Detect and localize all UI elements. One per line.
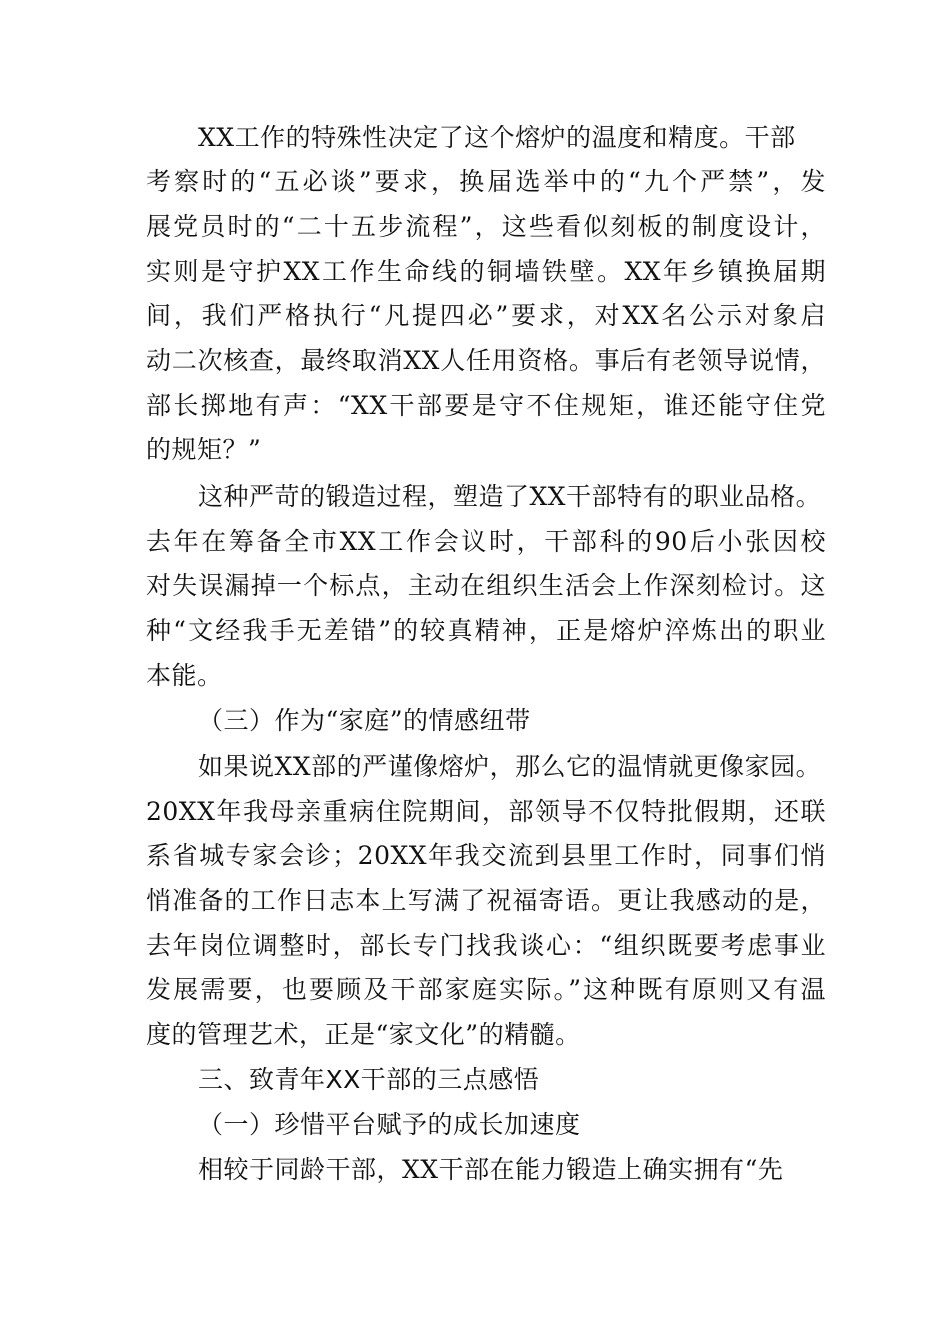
paragraph-line: 展党员时的“二十五步流程”，这些看似刻板的制度设计， [146, 212, 826, 241]
paragraph-line: 间，我们严格执行“凡提四必”要求，对XX名公示对象启 [146, 301, 826, 330]
section-heading: 三、致青年XX干部的三点感悟 [198, 1065, 540, 1094]
paragraph-line: 悄准备的工作日志本上写满了祝福寄语。更让我感动的是， [146, 886, 826, 915]
paragraph-line: 发展需要，也要顾及干部家庭实际。”这种既有原则又有温 [146, 975, 826, 1004]
paragraph-line: 去年岗位调整时，部长专门找我谈心：“组织既要考虑事业 [146, 931, 826, 960]
paragraph-line: 实则是守护XX工作生命线的铜墙铁壁。XX年乡镇换届期 [146, 257, 826, 286]
paragraph-line: 的规矩？” [146, 435, 262, 464]
paragraph-line: XX工作的特殊性决定了这个熔炉的温度和精度。干部 [198, 123, 796, 152]
paragraph-line: 本能。 [146, 661, 223, 690]
subsection-heading: （三）作为“家庭”的情感纽带 [198, 706, 531, 735]
paragraph-line: 部长掷地有声：“XX干部要是守不住规矩，谁还能守住党 [146, 391, 826, 420]
paragraph-line: 度的管理艺术，正是“家文化”的精髓。 [146, 1020, 581, 1049]
paragraph-line: 如果说XX部的严谨像熔炉，那么它的温情就更像家园。 [198, 752, 822, 781]
paragraph-line: 去年在筹备全市XX工作会议时，干部科的90后小张因校 [146, 527, 826, 556]
paragraph-line: 这种严苛的锻造过程，塑造了XX干部特有的职业品格。 [198, 482, 822, 511]
paragraph-line: 相较于同龄干部，XX干部在能力锻造上确实拥有“先 [198, 1155, 784, 1184]
paragraph-line: 对失误漏掉一个标点，主动在组织生活会上作深刻检讨。这 [146, 571, 826, 600]
paragraph-line: 20XX年我母亲重病住院期间，部领导不仅特批假期，还联 [146, 797, 826, 826]
paragraph-line: 系省城专家会诊；20XX年我交流到县里工作时，同事们悄 [146, 841, 826, 870]
paragraph-line: 动二次核查，最终取消XX人任用资格。事后有老领导说情， [146, 346, 826, 375]
paragraph-line: 种“文经我手无差错”的较真精神，正是熔炉淬炼出的职业 [146, 616, 826, 645]
subsection-heading: （一）珍惜平台赋予的成长加速度 [198, 1110, 581, 1139]
paragraph-line: 考察时的“五必谈”要求，换届选举中的“九个严禁”，发 [146, 167, 826, 196]
